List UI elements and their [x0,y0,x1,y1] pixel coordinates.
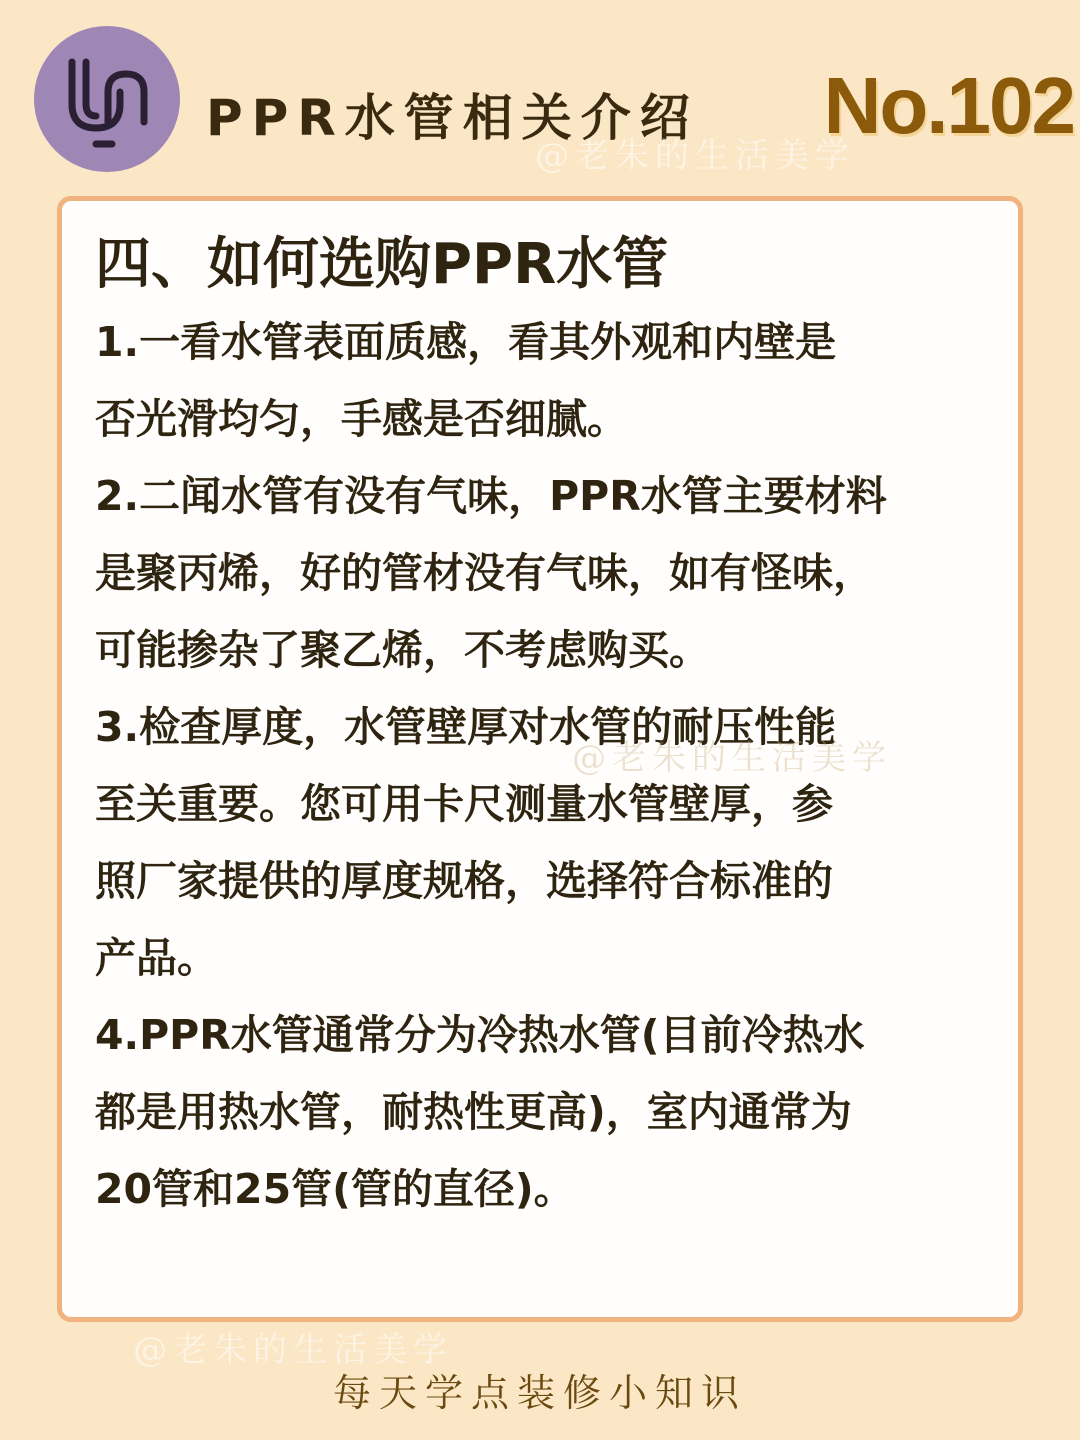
header-title: PPR水管相关介绍 [206,89,699,147]
text-line: 产品。 [95,934,218,982]
text-line: 20管和25管(管的直径)。 [95,1165,575,1213]
text-line: 可能掺杂了聚乙烯，不考虑购买。 [95,626,710,674]
text-line: 否光滑均匀，手感是否细腻。 [95,395,628,443]
tip-paragraph-2 [95,458,1040,689]
watermark: @老朱的生活美学 [133,1330,453,1370]
text-line: 4.PPR水管通常分为冷热水管(目前冷热水 [95,1011,865,1059]
text-line: 3.检查厚度，水管壁厚对水管的耐压性能 [95,703,837,751]
article [95,226,1040,1228]
section-heading: 四、如何选购PPR水管 [95,232,669,297]
text-line: 都是用热水管，耐热性更高)，室内通常为 [95,1088,852,1136]
text-line: 1.一看水管表面质感，看其外观和内壁是 [95,318,837,366]
text-line: 2.二闻水管有没有气味，PPR水管主要材料 [95,472,887,520]
issue-number: No.102 [823,61,1074,150]
watermark: @老朱的生活美学 [535,136,855,176]
brand-logo [34,26,180,172]
tip-paragraph-3 [95,689,1040,997]
footer-tagline: 每天学点装修小知识 [332,1371,747,1415]
tip-paragraph-4 [95,997,1040,1228]
text-line: 是聚丙烯，好的管材没有气味，如有怪味， [95,549,874,597]
tip-paragraph-1 [95,304,1040,458]
pipe-logo-icon [34,26,180,172]
text-line: 照厂家提供的厚度规格，选择符合标准的 [95,857,833,905]
watermark: @老朱的生活美学 [572,738,892,778]
text-line: 至关重要。您可用卡尺测量水管壁厚，参 [95,780,833,828]
